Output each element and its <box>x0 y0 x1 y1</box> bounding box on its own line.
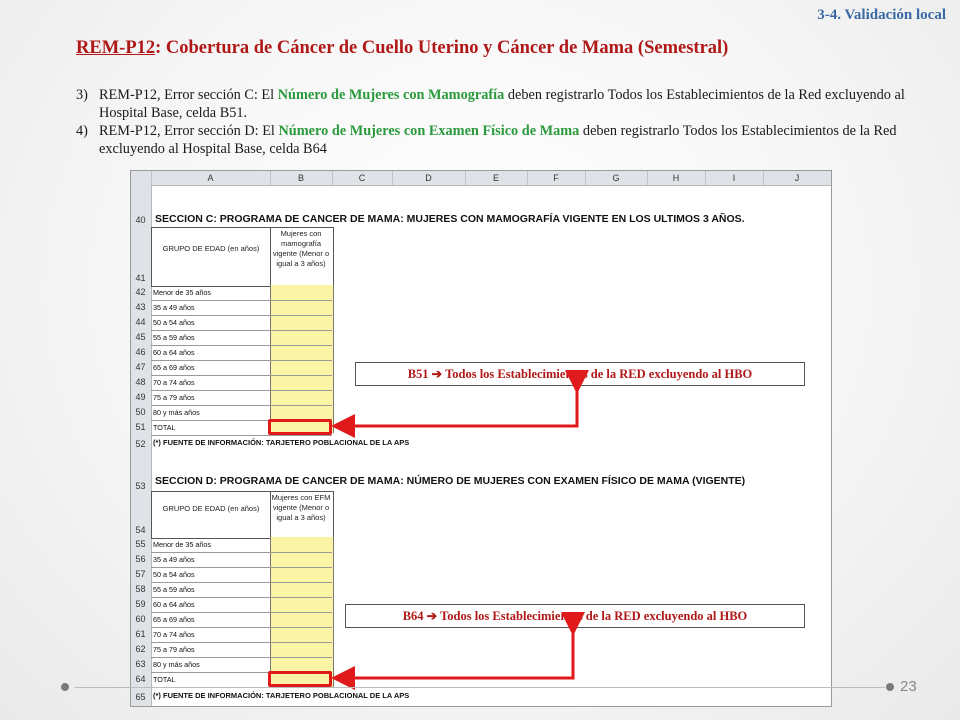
row-label: 65 a 69 años <box>153 363 195 372</box>
page-number: 23 <box>900 678 917 695</box>
row-number: 57 <box>135 569 146 579</box>
footer-line <box>75 687 885 688</box>
col-b-header: Mujeres con mamografía vigente (Menor o igual a 3 años) <box>272 229 330 268</box>
row-number: 42 <box>135 287 146 297</box>
row-number: 59 <box>135 599 146 609</box>
row-label: TOTAL <box>153 423 176 432</box>
row-number: 49 <box>135 392 146 402</box>
row-number: 56 <box>135 554 146 564</box>
section-label: 3-4. Validación local <box>817 7 946 23</box>
bullet-post: deben registrarlo Todos los Establecimientos de la Red excluyendo al Hospital Base, celda B51. <box>99 87 905 121</box>
bullet-pre: REM-P12, Error sección C: El <box>99 87 278 103</box>
section-c-source: (*) FUENTE DE INFORMACIÓN: TARJETERO POBLACIONAL DE LA APS <box>153 438 410 447</box>
arrow-right-icon: ➔ <box>426 609 438 623</box>
row-label: 80 y más años <box>153 660 200 669</box>
footer-dot-left <box>61 683 69 691</box>
column-header: F <box>527 171 586 185</box>
row-number: 60 <box>135 614 146 624</box>
row-number: 64 <box>135 674 146 684</box>
row-number: 48 <box>135 377 146 387</box>
bullet-post: deben registrarlo Todos los Establecimientos de la Red excluyendo al Hospital Base, celda B64 <box>99 123 897 157</box>
row-number: 55 <box>135 539 146 549</box>
row-number: 52 <box>135 439 146 449</box>
row-label: 80 y más años <box>153 408 200 417</box>
row-label: Menor de 35 años <box>153 288 211 297</box>
row-number: 40 <box>135 215 146 225</box>
column-header: C <box>332 171 393 185</box>
column-header: J <box>794 173 800 183</box>
row-label: 65 a 69 años <box>153 615 195 624</box>
callout-text: Todos los Establecimientos de la RED excluyendo al HBO <box>445 367 753 381</box>
bullet-number: 4) <box>76 123 88 139</box>
column-header: A <box>151 171 271 185</box>
footer-dot-right <box>886 683 894 691</box>
row-label: 75 a 79 años <box>153 393 195 402</box>
row-label: 70 a 74 años <box>153 630 195 639</box>
column-header: B <box>270 171 333 185</box>
row-number: 45 <box>135 332 146 342</box>
row-label: 75 a 79 años <box>153 645 195 654</box>
row-number: 43 <box>135 302 146 312</box>
row-label: TOTAL <box>153 675 176 684</box>
row-number: 65 <box>135 692 146 702</box>
row-label: 55 a 59 años <box>153 333 195 342</box>
row-number: 58 <box>135 584 146 594</box>
row-label: 50 a 54 años <box>153 318 195 327</box>
title-code: REM-P12 <box>76 38 156 58</box>
callout-cell: B51 <box>407 367 429 381</box>
bullet-pre: REM-P12, Error sección D: El <box>99 123 279 139</box>
col-a-header: GRUPO DE EDAD (en años) <box>162 504 260 513</box>
row-label: Menor de 35 años <box>153 540 211 549</box>
column-header: H <box>647 171 706 185</box>
section-d-source: (*) FUENTE DE INFORMACIÓN: TARJETERO POBLACIONAL DE LA APS <box>153 691 410 700</box>
row-label: 60 a 64 años <box>153 600 195 609</box>
callout-cell: B64 <box>402 609 424 623</box>
row-label: 60 a 64 años <box>153 348 195 357</box>
row-label: 35 a 49 años <box>153 303 195 312</box>
row-number: 50 <box>135 407 146 417</box>
col-a-header: GRUPO DE EDAD (en años) <box>162 244 260 253</box>
row-number: 63 <box>135 659 146 669</box>
row-number: 41 <box>135 273 146 283</box>
row-label: 35 a 49 años <box>153 555 195 564</box>
bullet-highlight: Número de Mujeres con Examen Físico de Mama <box>278 123 580 139</box>
row-number: 62 <box>135 644 146 654</box>
row-number: 53 <box>135 481 146 491</box>
row-number: 54 <box>135 525 146 535</box>
title-rest: : Cobertura de Cáncer de Cuello Uterino y Cáncer de Mama (Semestral) <box>155 38 729 58</box>
column-header: G <box>585 171 648 185</box>
callout-text: Todos los Establecimientos de la RED excluyendo al HBO <box>440 609 748 623</box>
row-number: 47 <box>135 362 146 372</box>
row-number: 61 <box>135 629 146 639</box>
column-header: D <box>392 171 466 185</box>
bullet-highlight: Número de Mujeres con Mamografía <box>277 87 505 103</box>
section-d-title: SECCION D: PROGRAMA DE CANCER DE MAMA: NÚMERO DE MUJERES CON EXAMEN FÍSICO DE MAMA (VIGENTE) <box>155 475 746 487</box>
row-number: 46 <box>135 347 146 357</box>
row-number: 51 <box>135 422 146 432</box>
row-label: 70 a 74 años <box>153 378 195 387</box>
bullet-number: 3) <box>76 87 88 103</box>
column-header: I <box>705 171 764 185</box>
row-number: 44 <box>135 317 146 327</box>
row-label: 55 a 59 años <box>153 585 195 594</box>
arrow-b51 <box>337 388 577 426</box>
arrow-right-icon: ➔ <box>431 367 443 381</box>
col-b-header: Mujeres con EFM vigente (Menor o igual a 3 años) <box>271 493 331 522</box>
arrow-b64 <box>337 630 573 678</box>
row-label: 50 a 54 años <box>153 570 195 579</box>
section-c-title: SECCION C: PROGRAMA DE CANCER DE MAMA: MUJERES CON MAMOGRAFÍA VIGENTE EN LOS ULTIMOS 3 AÑOS. <box>155 213 745 225</box>
column-header: E <box>465 171 528 185</box>
